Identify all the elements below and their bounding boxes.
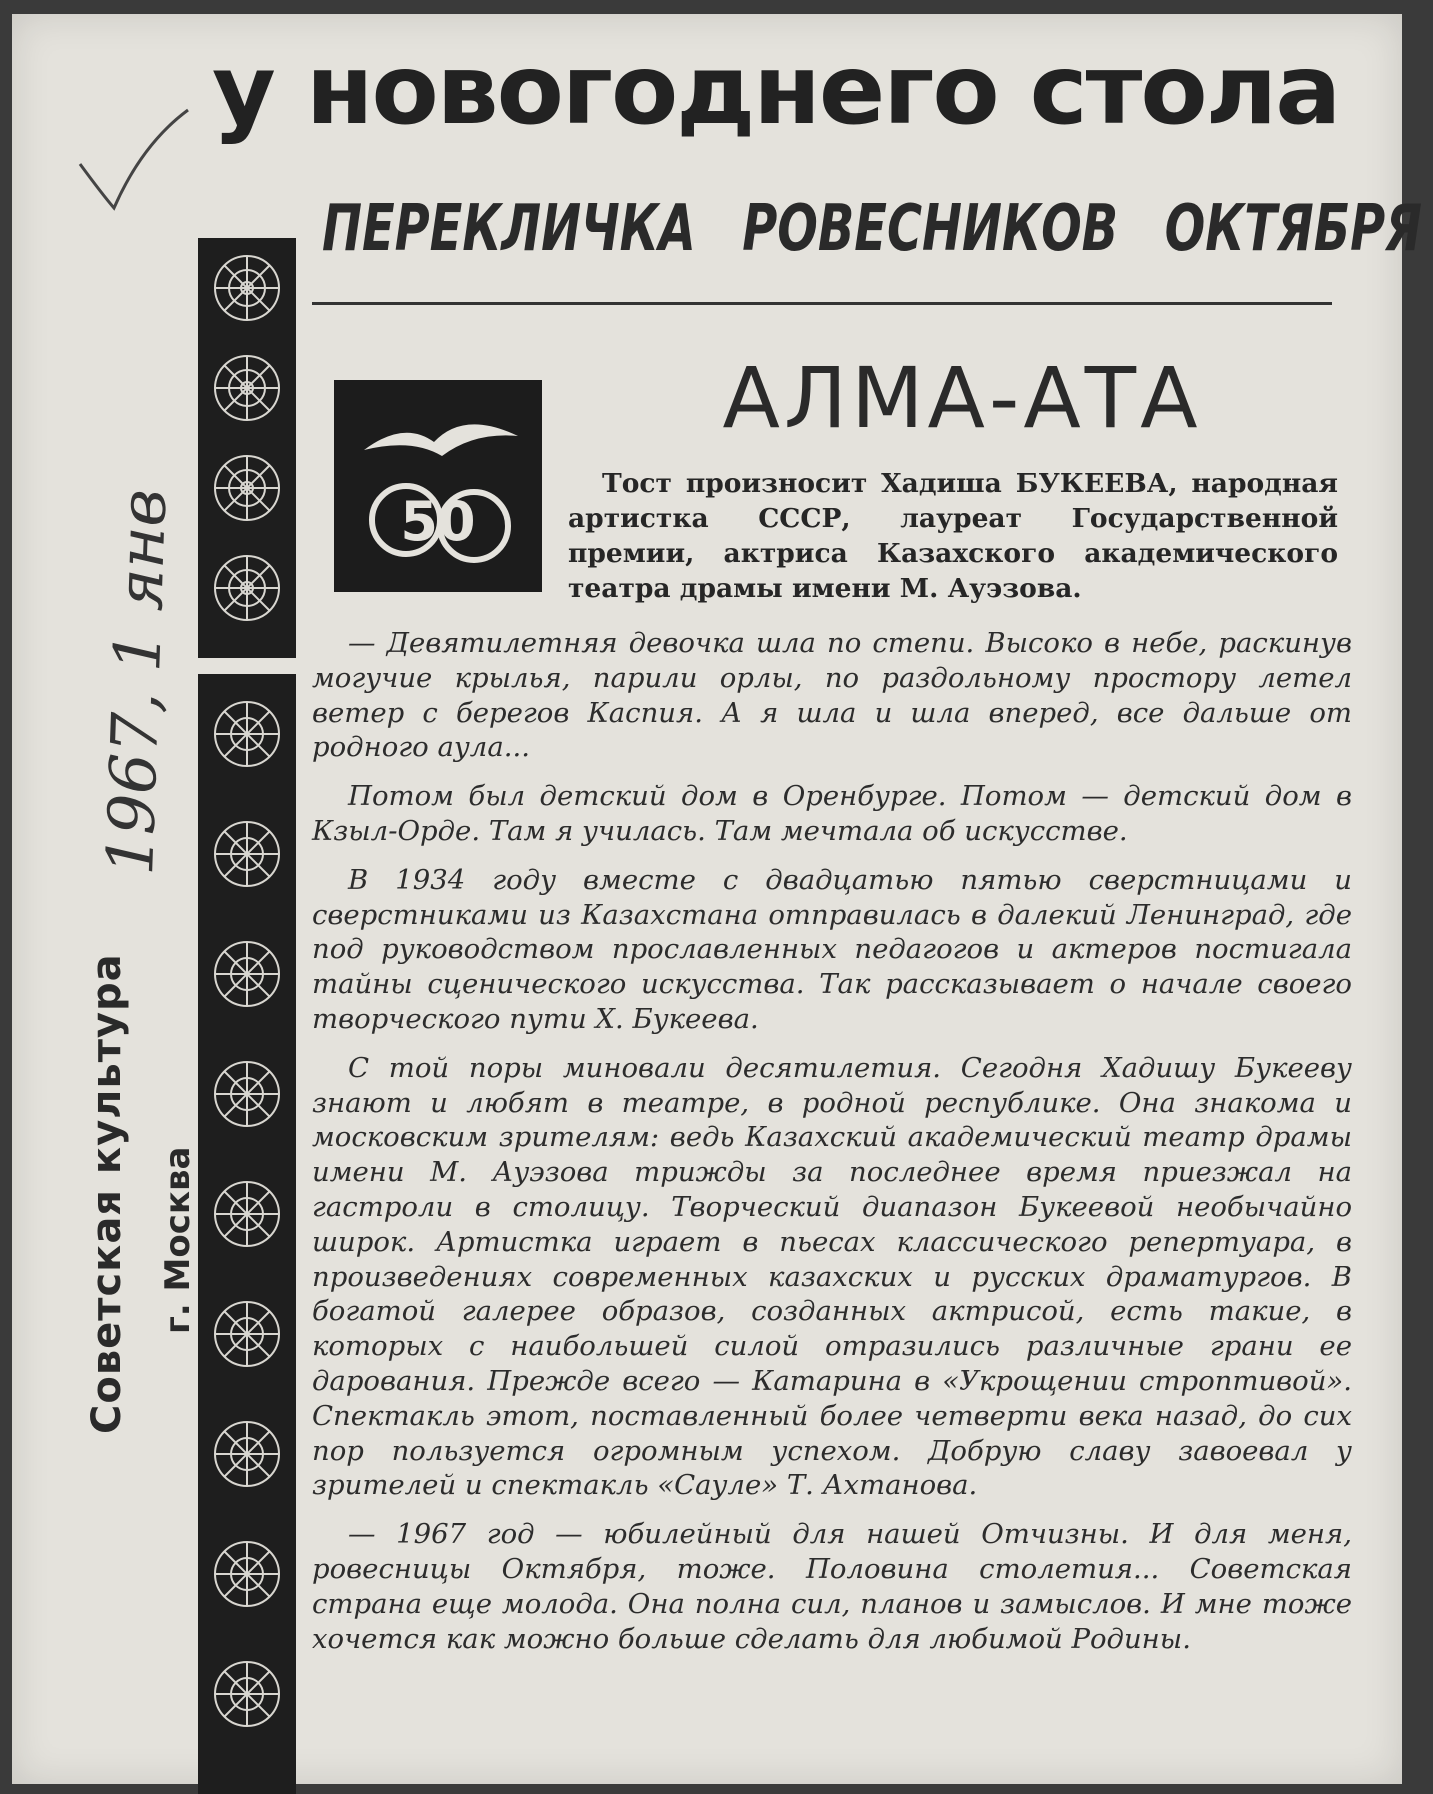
stamp-city: г. Москва: [158, 1146, 198, 1334]
paragraph: — 1967 год — юбилейный для нашей Отчизны. И для меня, ровесницы Октября, тоже. Половина столетия... Советская страна еще молода. Она полна сил, планов и замыслов. И мне тоже хочется как можно больше сделать для любимой Родины.: [312, 1518, 1352, 1655]
anniversary-logo: [334, 380, 542, 592]
paragraph: Потом был детский дом в Оренбурге. Потом — детский дом в Кзыл-Орде. Там я училась. Там мечтала об искусстве.: [312, 780, 1352, 847]
newspaper-stamp: Советская культура: [84, 953, 130, 1434]
pencil-checkmark: [72, 104, 192, 214]
subheadline: ПЕРЕКЛИЧКА РОВЕСНИКОВ ОКТЯБРЯ: [322, 192, 1422, 266]
city-title: АЛМА-АТА: [722, 349, 1202, 447]
divider-rule: [312, 302, 1332, 305]
paragraph: В 1934 году вместе с двадцатью пятью сверстницами и сверстниками из Казахстана отправилась в далекий Ленинград, где под руководством прославленных педагогов и актеров постигала тайны сценического искусства. Так рассказывает о начале своего творческого пути Х. Букеева.: [312, 863, 1352, 1035]
lead-paragraph: Тост произносит Хадиша БУКЕЕВА, народная артистка СССР, лауреат Государственной премии, актриса Казахского академического театра драмы имени М. Ауэзова.: [568, 468, 1338, 604]
ornament-strip-top: [198, 238, 296, 658]
article-body: [312, 626, 1352, 1670]
headline: у новогоднего стола: [212, 34, 1340, 146]
ornament-strip-bottom: [198, 674, 296, 1794]
newspaper-clipping: [12, 14, 1422, 1784]
paragraph: С той поры миновали десятилетия. Сегодня Хадишу Букееву знают и любят в театре, в родной республике. Она знакома и московским зрителям: ведь Казахский академический театр драмы имени М. Ауэзова трижды за последнее время приезжал на гастроли в столицу. Творческий диапазон Букеевой необычайно широк. Артистка играет в пьесах классического репертуара, в произведениях современных казахских и русских драматургов. В богатой галерее образов, созданных актрисой, есть такие, в которых с наибольшей силой отразились различные грани ее дарования. Прежде всего — Катарина в «Укрощении строптивой». Спектакль этот, поставленный более четверти века назад, до сих пор пользуется огромным успехом. Добрую славу завоевал у зрителей и спектакль «Сауле» Т. Ахтанова.: [312, 1051, 1352, 1502]
handwritten-date: 1967, 1 янв: [94, 487, 182, 877]
paragraph: — Девятилетняя девочка шла по степи. Высоко в небе, раскинув могучие крылья, парили орлы, по раздольному простору летел ветер с берегов Каспия. А я шла и шла вперед, все дальше от родного аула...: [312, 627, 1352, 764]
logo-number: 50: [400, 490, 476, 553]
